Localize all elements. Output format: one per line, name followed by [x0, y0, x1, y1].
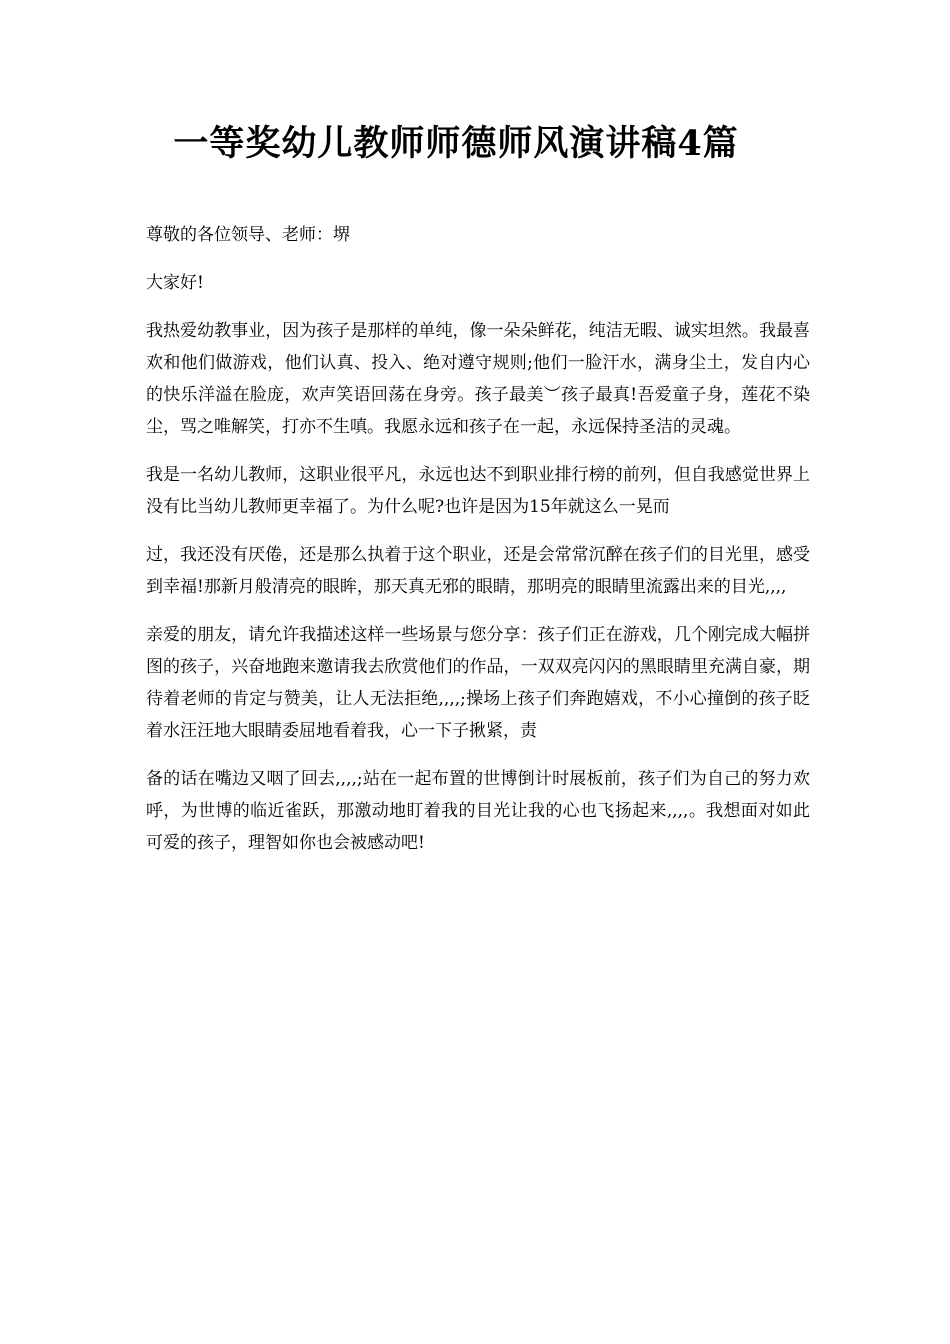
document-title: 一等奖幼儿教师师德师风演讲稿4篇 [173, 123, 739, 164]
body-paragraph: 亲爱的朋友，请允许我描述这样一些场景与您分享：孩子们正在游戏，几个刚完成大幅拼图的孩子，兴奋地跑来邀请我去欣赏他们的作品，一双双亮闪闪的黑眼睛里充满自豪，期待着老师的肯定与赞美，让人无法拒绝,,,,;操场上孩子们奔跑嬉戏，不小心撞倒的孩子眨着水汪汪地大眼睛委屈地看着我，心一下子揪紧，责 [146, 625, 810, 741]
document-body [146, 219, 810, 875]
body-paragraph: 我是一名幼儿教师，这职业很平凡，永远也达不到职业排行榜的前列，但自我感觉世界上没有比当幼儿教师更幸福了。为什么呢?也许是因为15年就这么一晃而 [146, 465, 810, 517]
body-paragraph: 我热爱幼教事业，因为孩子是那样的单纯，像一朵朵鲜花，纯洁无暇、诚实坦然。我最喜欢和他们做游戏，他们认真、投入、绝对遵守规则;他们一脸汗水，满身尘土，发自内心的快乐洋溢在脸庞，欢声笑语回荡在身旁。孩子最美︶孩子最真!吾爱童子身，莲花不染尘，骂之唯解笑，打亦不生嗔。我愿永远和孩子在一起，永远保持圣洁的灵魂。 [146, 321, 810, 437]
salutation-paragraph: 尊敬的各位领导、老师：堺 [146, 225, 350, 245]
body-paragraph: 备的话在嘴边又咽了回去,,,,;站在一起布置的世博倒计时展板前，孩子们为自己的努力欢呼，为世博的临近雀跃，那激动地盯着我的目光让我的心也飞扬起来,,,,。我想面对如此可爱的孩子，理智如你也会被感动吧! [146, 769, 810, 853]
body-paragraph: 过，我还没有厌倦，还是那么执着于这个职业，还是会常常沉醉在孩子们的目光里，感受到幸福!那新月般清亮的眼眸，那天真无邪的眼睛，那明亮的眼睛里流露出来的目光,,,, [146, 545, 810, 597]
greeting-paragraph: 大家好! [146, 273, 204, 293]
